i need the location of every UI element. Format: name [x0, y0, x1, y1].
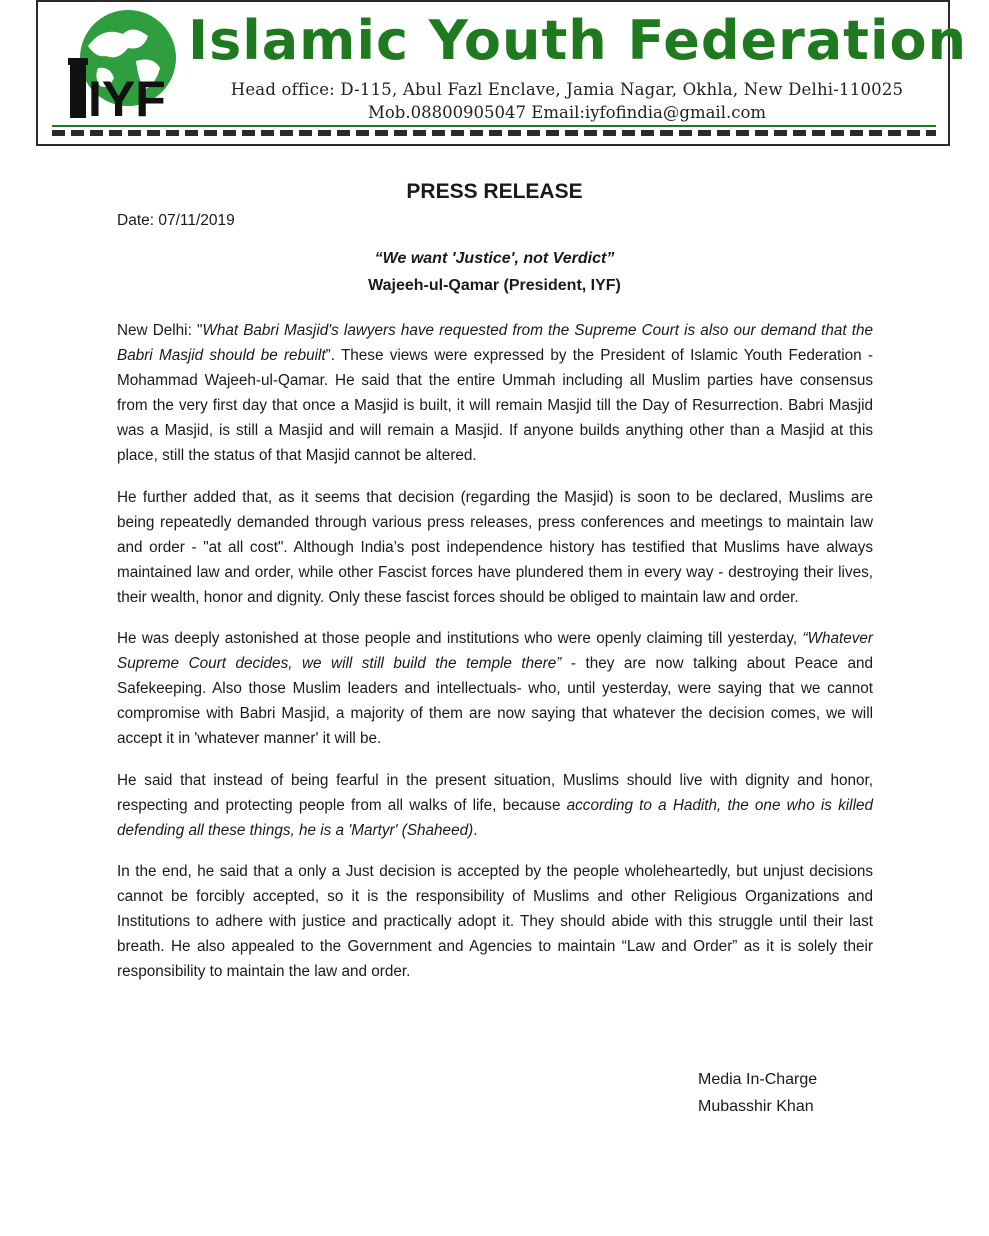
contact-info: Mob.08800905047 Email:iyfofindia@gmail.com — [367, 103, 767, 122]
divider-green — [52, 125, 936, 127]
organization-name: Islamic Youth Federation — [188, 9, 968, 72]
paragraph-4: He said that instead of being fearful in the present situation, Muslims should live with dignity and honor, respecting and protecting people from all walks of life, because according to a Hadith, the one who is killed defending all these things, he is a 'Martyr' (Shaheed). — [117, 771, 873, 839]
press-release-body — [117, 318, 873, 1000]
letterhead — [36, 0, 968, 146]
signature-block — [698, 1066, 817, 1120]
document-date: Date: 07/11/2019 — [117, 212, 235, 229]
iyf-logo — [48, 6, 198, 124]
signature-name: Mubasshir Khan — [698, 1098, 814, 1115]
paragraph-2: He further added that, as it seems that decision (regarding the Masjid) is soon to be declared, Muslims are being repeatedly demanded through various press releases, press conferences and meetings to maintain law and order - "at all cost". Although India’s post independence history has testified that Muslims have always maintained law and order, while other Fascist forces have plundered them in every way - destroying their lives, their wealth, honor and dignity. Only these fascist forces should be obliged to maintain law and order. — [117, 488, 873, 606]
head-office-address: Head office: D-115, Abul Fazl Enclave, Jamia Nagar, Okhla, New Delhi-110025 — [230, 80, 904, 99]
divider-dashed — [52, 130, 936, 136]
document-title: PRESS RELEASE — [406, 180, 583, 203]
headline-quote: “We want 'Justice', not Verdict” — [374, 250, 615, 267]
quote-attribution: Wajeeh-ul-Qamar (President, IYF) — [368, 277, 621, 294]
globe-logo-icon — [48, 6, 198, 124]
paragraph-3: He was deeply astonished at those people and institutions who were openly claiming till yesterday, “Whatever Supreme Court decides, we will still build the temple there” - they are now talking about Peace and Safekeeping. Also those Muslim leaders and intellectuals- who, until yesterday, were saying that we cannot compromise with Babri Masjid, a majority of them are now saying that whatever the decision comes, we will accept it in 'whatever manner' it will be. — [117, 630, 873, 748]
paragraph-1: New Delhi: "What Babri Masjid's lawyers have requested from the Supreme Court is also our demand that the Babri Masjid should be rebuilt”. These views were expressed by the President of Islamic Youth Federation - Mohammad Wajeeh-ul-Qamar. He said that the entire Ummah including all Muslim parties have consensus from the very first day that once a Masjid is built, it will remain Masjid till the Day of Resurrection. Babri Masjid was a Masjid, is still a Masjid and will remain a Masjid. If anyone builds anything other than a Masjid at this place, still the status of that Masjid cannot be altered. — [117, 322, 874, 465]
paragraph-5: In the end, he said that a only a Just decision is accepted by the people wholeheartedly, but unjust decisions cannot be forcibly accepted, so it is the responsibility of Muslims and other Religious Organizations and Institutions to adhere with justice and practically adopt it. They should abide with this struggle until their last breath. He also appealed to the Government and Agencies to maintain “Law and Order” as it is solely their responsibility to maintain the law and order. — [117, 862, 873, 981]
logo-text: IYF — [88, 71, 166, 124]
signature-role: Media In-Charge — [698, 1071, 818, 1088]
